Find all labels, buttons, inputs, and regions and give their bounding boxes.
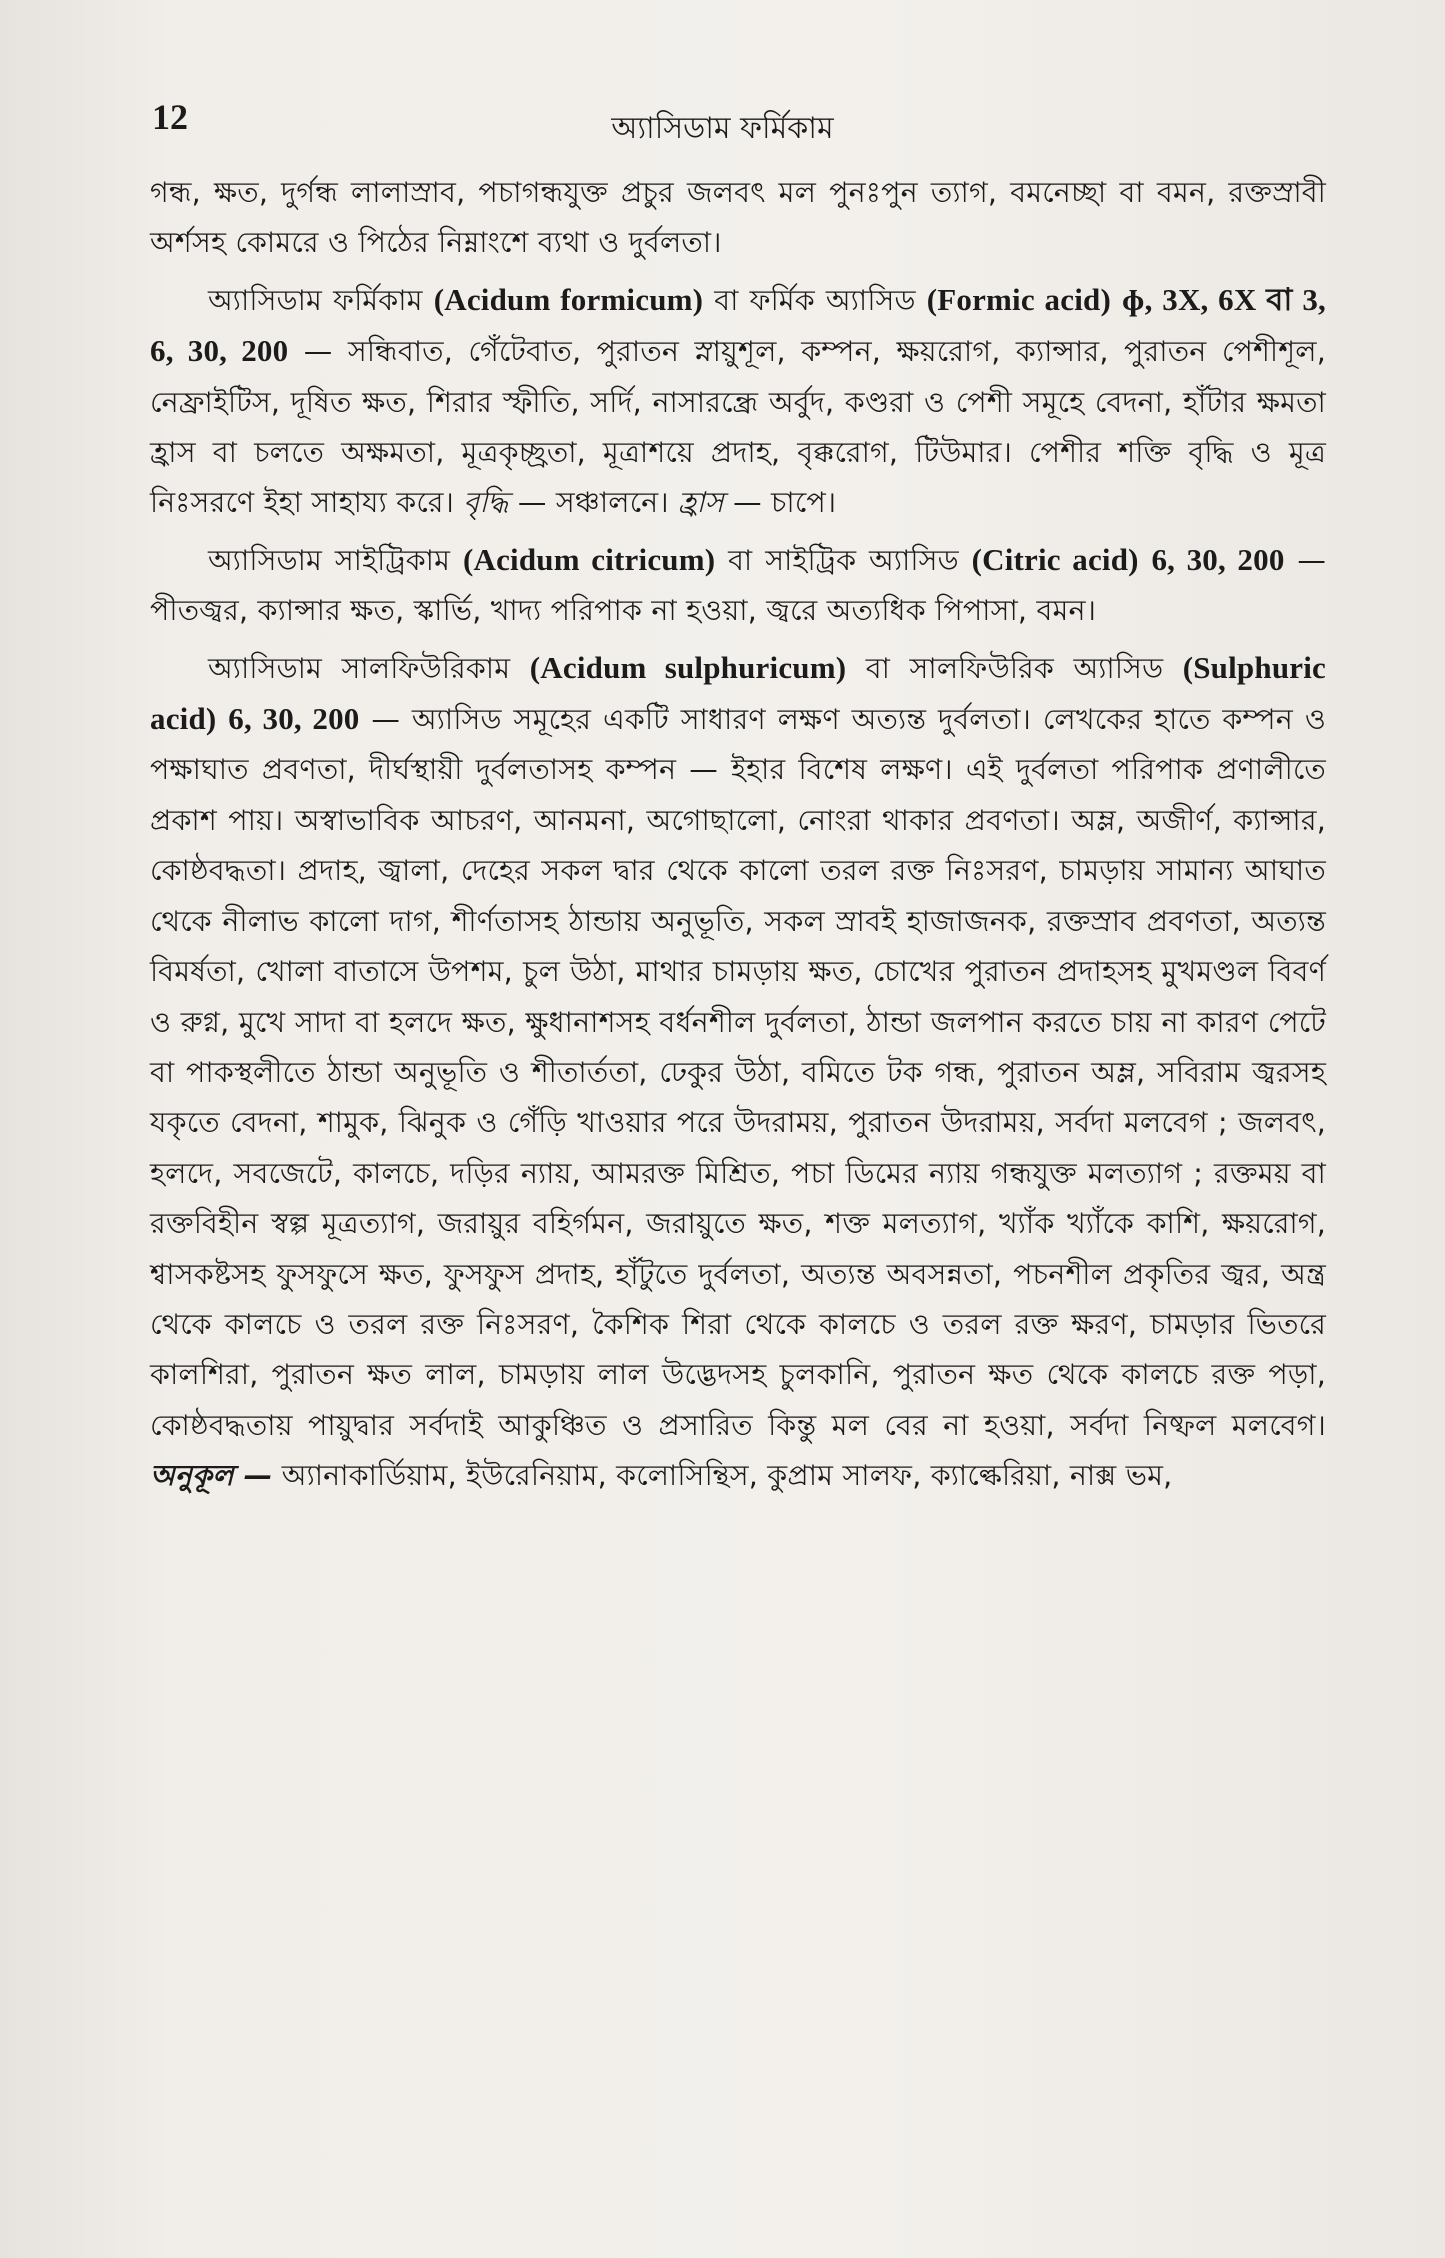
aggravation-label: বৃদ্ধি [463, 486, 509, 520]
or-word: বা [728, 543, 753, 577]
indications-text: সন্ধিবাত, গেঁটেবাত, পুরাতন স্নায়ুশূল, কম্পন, ক্ষয়রোগ, ক্যান্সার, পুরাতন পেশীশূল, নেফ্রাইটিস, দূষিত ক্ষত, শিরার স্ফীতি, সর্দি, নাসারন্ধ্রে অর্বুদ, কণ্ডরা ও পেশী সমূহে বেদনা, হাঁটার ক্ষমতা হ্রাস বা চলতে অক্ষমতা, মূত্রকৃচ্ছ্রতা, মূত্রাশয়ে প্রদাহ, বৃক্করোগ, টিউমার। পেশীর শক্তি বৃদ্ধি ও মূত্র নিঃসরণে ইহা সাহায্য করে। [150, 335, 1326, 520]
entry-acidum-citricum [150, 535, 1326, 637]
remedy-alt-name-bn: সাইট্রিক অ্যাসিড [765, 543, 959, 577]
remedy-alt-name-en: (Citric acid) [971, 541, 1139, 577]
or-word: বা [865, 651, 891, 685]
remedy-alt-name-en: (Sulphuric acid) [150, 649, 1326, 737]
em-dash: — [371, 703, 401, 737]
remedy-name-bn: অ্যাসিডাম ফর্মিকাম [208, 283, 423, 317]
potency: 6, 30, 200 [1151, 541, 1285, 577]
compatible-remedies: অ্যানাকার্ডিয়াম, ইউরেনিয়াম, কলোসিন্থিস, কুপ্রাম সালফ, ক্যাল্কেরিয়া, নাক্স ভম, [281, 1459, 1173, 1493]
remedy-name-bn: অ্যাসিডাম সালফিউরিকাম [208, 651, 511, 685]
remedy-name-bn: অ্যাসিডাম সাইট্রিকাম [208, 543, 451, 577]
body-text [150, 168, 1326, 1508]
compatible-label: অনুকূল — [150, 1459, 273, 1493]
or-word: বা [714, 283, 739, 317]
aggravation-text: — সঞ্চালনে। [517, 486, 669, 520]
remedy-alt-name-bn: ফর্মিক অ্যাসিড [749, 283, 916, 317]
remedy-alt-name-en: (Formic acid) [926, 281, 1111, 317]
amelioration-text: — চাপে। [733, 486, 837, 520]
remedy-name-en: (Acidum sulphuricum) [529, 649, 847, 685]
remedy-name-en: (Acidum formicum) [433, 281, 704, 317]
amelioration-label: হ্রাস [678, 486, 724, 520]
indications-text: পীতজ্বর, ক্যান্সার ক্ষত, স্কার্ভি, খাদ্য পরিপাক না হওয়া, জ্বরে অত্যধিক পিপাসা, বমন। [150, 594, 1097, 628]
paragraph-text: গন্ধ, ক্ষত, দুর্গন্ধ লালাস্রাব, পচাগন্ধযুক্ত প্রচুর জলবৎ মল পুনঃপুন ত্যাগ, বমনেচ্ছা বা বমন, রক্তস্রাবী অর্শসহ কোমরে ও পিঠের নিম্নাংশে ব্যথা ও দুর্বলতা। [150, 176, 1326, 260]
entry-acidum-formicum [150, 275, 1326, 529]
remedy-alt-name-bn: সালফিউরিক অ্যাসিড [909, 651, 1164, 685]
potency: 6, 30, 200 [228, 701, 360, 737]
potency: ɸ, 3X, 6X বা 3, 6, 30, 200 [150, 281, 1326, 369]
remedy-name-en: (Acidum citricum) [462, 541, 716, 577]
em-dash: — [303, 335, 333, 369]
paragraph-continuation [150, 168, 1326, 269]
page-header [0, 96, 1445, 156]
running-title: অ্যাসিডাম ফর্মিকাম [611, 111, 834, 146]
em-dash: — [1297, 543, 1327, 577]
entry-acidum-sulphuricum [150, 643, 1326, 1502]
page-number: 12 [152, 97, 188, 137]
indications-text: অ্যাসিড সমূহের একটি সাধারণ লক্ষণ অত্যন্ত দুর্বলতা। লেখকের হাতে কম্পন ও পক্ষাঘাত প্রবণতা, দীর্ঘস্থায়ী দুর্বলতাসহ কম্পন — ইহার বিশেষ লক্ষণ। এই দুর্বলতা পরিপাক প্রণালীতে প্রকাশ পায়। অস্বাভাবিক আচরণ, আনমনা, অগোছালো, নোংরা থাকার প্রবণতা। অম্ল, অজীর্ণ, ক্যান্সার, কোষ্ঠবদ্ধতা। প্রদাহ, জ্বালা, দেহের সকল দ্বার থেকে কালো তরল রক্ত নিঃসরণ, চামড়ায় সামান্য আঘাত থেকে নীলাভ কালো দাগ, শীর্ণতাসহ ঠান্ডায় অনুভূতি, সকল স্রাবই হাজাজনক, রক্তস্রাব প্রবণতা, অত্যন্ত বিমর্ষতা, খোলা বাতাসে উপশম, চুল উঠা, মাথার চামড়ায় ক্ষত, চোখের পুরাতন প্রদাহসহ মুখমণ্ডল বিবর্ণ ও রুগ্ন, মুখে সাদা বা হলদে ক্ষত, ক্ষুধানাশসহ বর্ধনশীল দুর্বলতা, ঠান্ডা জলপান করতে চায় না কারণ পেটে বা পাকস্থলীতে ঠান্ডা অনুভূতি ও শীতার্ততা, ঢেকুর উঠা, বমিতে টক গন্ধ, পুরাতন অম্ল, সবিরাম জ্বরসহ যকৃতে বেদনা, শামুক, ঝিনুক ও গেঁড়ি খাওয়ার পরে উদরাময়, পুরাতন উদরাময়, সর্বদা মলবেগ ; জলবৎ, হলদে, সবজেটে, কালচে, দড়ির ন্যায়, আমরক্ত মিশ্রিত, পচা ডিমের ন্যায় গন্ধযুক্ত মলত্যাগ ; রক্তময় বা রক্তবিহীন স্বল্প মূত্রত্যাগ, জরায়ুর বহির্গমন, জরায়ুতে ক্ষত, শক্ত মলত্যাগ, খ্যাঁক খ্যাঁকে কাশি, ক্ষয়রোগ, শ্বাসকষ্টসহ ফুসফুসে ক্ষত, ফুসফুস প্রদাহ, হাঁটুতে দুর্বলতা, অত্যন্ত অবসন্নতা, পচনশীল প্রকৃতির জ্বর, অন্ত্র থেকে কালচে ও তরল রক্ত নিঃসরণ, কৈশিক শিরা থেকে কালচে ও তরল রক্ত ক্ষরণ, চামড়ার ভিতরে কালশিরা, পুরাতন ক্ষত লাল, চামড়ায় লাল উদ্ভেদসহ চুলকানি, পুরাতন ক্ষত থেকে কালচে রক্ত পড়া, কোষ্ঠবদ্ধতায় পায়ুদ্বার সর্বদাই আকুঞ্চিত ও প্রসারিত কিন্তু মল বের না হওয়া, সর্বদা নিষ্ফল মলবেগ। [150, 703, 1326, 1442]
